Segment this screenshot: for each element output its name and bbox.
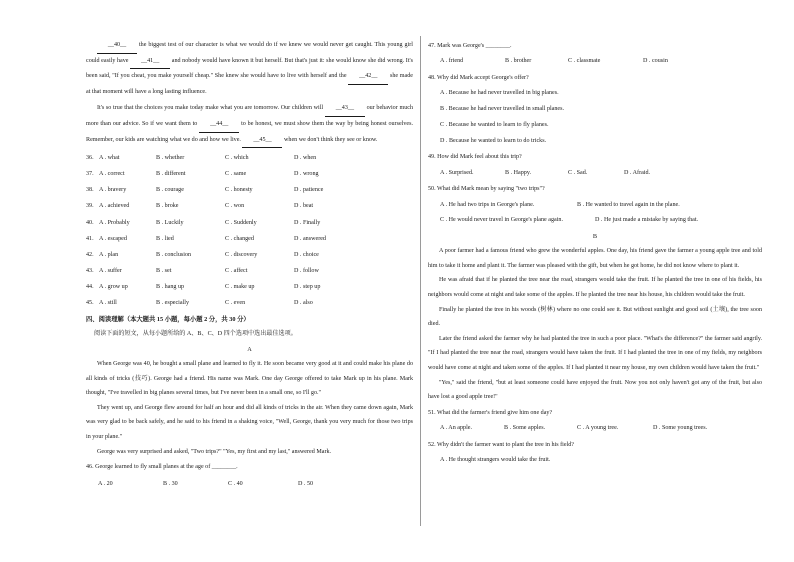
para-text: the biggest test of our character is what we would do if we knew we would never get caught. This young girl could easily have <box>86 42 413 64</box>
option-d[interactable]: D . Finally <box>294 219 321 226</box>
option-a[interactable]: A . Because he had never travelled in big planes. <box>440 90 559 97</box>
option-c[interactable]: C . discovery <box>225 251 258 258</box>
option-c[interactable]: C . Because he wanted to learn to fly planes. <box>440 121 549 128</box>
question-number: 41. <box>86 235 94 242</box>
option-row-37 <box>86 166 413 182</box>
option-c[interactable]: C . which <box>225 155 249 162</box>
question-number: 45. <box>86 300 94 307</box>
option-b[interactable]: B . Because he had never travelled in small planes. <box>440 106 565 112</box>
question-number: 44. <box>86 283 94 290</box>
blank-41: __41__ <box>130 54 170 70</box>
option-a[interactable]: A . Surprised. <box>440 169 474 176</box>
para-text: when we don't think they see or know. <box>282 136 378 143</box>
option-row-45 <box>86 295 413 311</box>
right-column <box>428 38 762 469</box>
option-b[interactable]: B . whether <box>156 155 185 162</box>
option-b[interactable]: B . especially <box>156 300 189 307</box>
question-49: 49. How did Mark feel about this trip? <box>428 154 522 161</box>
blank-43: __43__ <box>325 101 365 117</box>
option-a[interactable]: A . bravery <box>99 187 127 194</box>
option-d[interactable]: D . step up <box>294 283 321 290</box>
option-c[interactable]: C . Suddenly <box>225 219 257 226</box>
option-b[interactable]: B . Happy. <box>505 169 532 176</box>
option-b[interactable]: B . set <box>156 267 172 274</box>
section-title: 四、阅读理解（本大题共 15 小题，每小题 2 分，共 30 分） <box>86 316 250 324</box>
option-d[interactable]: D . Because he wanted to learn to do tricks. <box>440 137 547 144</box>
q47-options <box>428 54 762 70</box>
option-a[interactable]: A . He thought strangers would take the fruit. <box>440 456 551 463</box>
option-a[interactable]: A . escaped <box>99 235 127 242</box>
option-c[interactable]: C . 40 <box>228 480 243 487</box>
question-number: 39. <box>86 203 94 210</box>
option-a[interactable]: A . friend <box>440 58 464 65</box>
question-number: 38. <box>86 187 94 194</box>
question-51: 51. What did the farmer's friend give him one day? <box>428 409 553 416</box>
option-d[interactable]: D . cousin <box>643 58 668 65</box>
option-row-44 <box>86 279 413 295</box>
option-b[interactable]: B . Some apples. <box>504 424 546 431</box>
option-b[interactable]: B . He wanted to travel again in the plane. <box>577 201 680 208</box>
option-d[interactable]: D . He just made a mistake by saying that. <box>595 217 699 224</box>
option-d[interactable]: D . follow <box>294 267 319 274</box>
question-number: 42. <box>86 251 94 258</box>
option-a[interactable]: A . suffer <box>99 267 122 274</box>
passage-a-para-1: When George was 40, he bought a small plane and learned to fly it. He soon became very good at it and could make his plane do all kinds of tricks (技巧). George had a friend. His name was Mark. One day George offered to take Mark up in his plane. Mark thought, "I've travelled in big planes several times, but I've never been in a small one, so I'll go." <box>86 361 413 397</box>
cloze-paragraph-2 <box>86 101 413 148</box>
question-number: 37. <box>86 171 94 178</box>
blank-40: __40__ <box>97 38 137 54</box>
question-48: 48. Why did Mark accept George's offer? <box>428 75 529 81</box>
passage-a-label: A <box>247 346 252 354</box>
option-b[interactable]: B . lied <box>156 235 174 242</box>
option-row-41 <box>86 231 413 247</box>
passage-a-para-2: They went up, and George flew around for half an hour and did all kinds of tricks in the air. When they came down again, Mark was very glad to be back safely, and he said to his friend in a shaking voice, "Well, George, thank you very much for those two trips in your plane." <box>86 404 413 441</box>
question-52: 52. Why didn't the farmer want to plant the tree in his field? <box>428 441 575 448</box>
option-c[interactable]: C . even <box>225 300 246 307</box>
passage-b-para-1: A poor farmer had a famous friend who grew the wonderful apples. One day, his friend gave the farmer a young apple tree and told him to take it home and plant it. The farmer was pleased with the gift, but when he got home, he did not know where to plant it. <box>428 248 762 269</box>
passage-b-para-3: Finally he planted the tree in his woods (树林) where no one could see it. But without sunlight and good soil (土壤), the tree soon died. <box>428 306 762 328</box>
q50-options-row-1 <box>428 198 762 214</box>
option-c[interactable]: C . Sad. <box>568 169 588 176</box>
option-a[interactable]: A . An apple. <box>440 424 472 431</box>
option-a[interactable]: A . grow up <box>99 283 128 290</box>
option-d[interactable]: D . patience <box>294 187 324 194</box>
option-d[interactable]: D . 50 <box>298 480 314 487</box>
option-row-40 <box>86 215 413 231</box>
option-row-43 <box>86 263 413 279</box>
option-a[interactable]: A . He had two trips in George's plane. <box>440 201 535 208</box>
blank-42: __42__ <box>348 69 388 85</box>
option-b[interactable]: B . courage <box>156 187 184 194</box>
option-b[interactable]: B . Luckily <box>156 219 184 226</box>
q50-options-row-2 <box>428 213 762 229</box>
option-d[interactable]: D . beat <box>294 203 314 210</box>
question-number: 43. <box>86 267 94 274</box>
q46-options <box>86 475 413 491</box>
left-column <box>86 38 413 492</box>
passage-b-para-2: He was afraid that if he planted the tree near the road, strangers would take the fruit. If he planted the tree in one of his fields, his neighbors would come at night and take some of the apples. If he planted the tree near his house, his children would take the fruit. <box>428 277 762 298</box>
option-c[interactable]: C . changed <box>225 235 254 242</box>
para-text: our behavior much more than our advice. So if we want them to <box>86 105 413 127</box>
passage-b-para-4: Later the friend asked the farmer why he had planted the tree in such a poor place. "What's the difference?" the farmer said angrily. "If I had planted the tree near the road, strangers would have taken the fruit. If I had planted the tree in one of my fields, my neighbors would have come at night and taken some of the apples. If I had planted it near my house, my own children would have taken the fruit." <box>428 335 762 371</box>
option-c[interactable]: C . A young tree. <box>577 424 619 431</box>
option-row-36 <box>86 150 413 166</box>
blank-44: __44__ <box>199 117 239 133</box>
question-46: 46. George learned to fly small planes at the age of ________. <box>86 464 238 471</box>
option-b[interactable]: B . hang up <box>156 283 185 290</box>
option-b[interactable]: B . 30 <box>163 480 178 487</box>
option-a[interactable]: A . achieved <box>99 203 130 210</box>
option-c[interactable]: C . won <box>225 203 245 210</box>
option-c[interactable]: C . classmate <box>568 58 601 65</box>
para-text: It's so true that the choices you make today make what you are tomorrow. Our children will <box>97 105 325 112</box>
option-d[interactable]: D . answered <box>294 235 326 242</box>
question-50: 50. What did Mark mean by saying "two trips"? <box>428 186 545 193</box>
option-a[interactable]: A . correct <box>99 171 125 178</box>
option-a[interactable]: A . still <box>99 300 117 307</box>
option-a[interactable]: A . Probably <box>99 219 130 226</box>
blank-45: __45__ <box>242 133 282 149</box>
option-c[interactable]: C . same <box>225 171 247 178</box>
option-a[interactable]: A . plan <box>99 251 119 258</box>
option-row-39 <box>86 198 413 214</box>
question-number: 40. <box>86 219 94 226</box>
option-row-38 <box>86 182 413 198</box>
passage-a-para-3: George was very surprised and asked, "Two trips?" "Yes, my first and my last," answered Mark. <box>97 448 332 455</box>
option-b[interactable]: B . broke <box>156 203 179 210</box>
q51-options <box>428 421 762 437</box>
option-d[interactable]: D . wrong <box>294 171 319 178</box>
option-c[interactable]: C . honesty <box>225 187 253 194</box>
q49-options <box>428 166 762 182</box>
option-d[interactable]: D . also <box>294 300 313 307</box>
question-47: 47. Mark was George's ________. <box>428 43 512 49</box>
option-row-42 <box>86 247 413 263</box>
passage-b-para-5: "Yes," said the friend, "but at least someone could have enjoyed the fruit. Now you not only haven't got any of the fruit, but also have lost a good apple tree!" <box>428 379 762 401</box>
option-d[interactable]: D . choice <box>294 251 319 258</box>
column-divider <box>420 36 421 526</box>
option-a[interactable]: A . 20 <box>98 480 113 487</box>
cloze-options <box>86 150 413 311</box>
question-number: 36. <box>86 155 94 162</box>
option-d[interactable]: D . Some young trees. <box>653 424 708 431</box>
option-c[interactable]: C . make up <box>225 283 255 290</box>
option-b[interactable]: B . conclusion <box>156 251 192 258</box>
option-b[interactable]: B . different <box>156 171 186 178</box>
passage-b-label: B <box>592 233 598 241</box>
option-c[interactable]: C . He would never travel in George's plane again. <box>440 217 563 224</box>
para-text: and nobody would have known it but herself. But that's just it: she would know she did wrong. It's been said, "If you cheat, you make yourself cheap." She knew she would have to live with herself and the <box>86 57 414 80</box>
para-text: to be honest, we must show them the way by being honest ourselves. Remember, our kids are watching what we do and how we live. <box>86 120 413 143</box>
instruction: 阅读下面的短文，从每小题所给的 A、B、C、D 四个选项中选出最佳选项。 <box>94 331 297 338</box>
option-d[interactable]: D . when <box>294 155 317 162</box>
option-d[interactable]: D . Afraid. <box>624 169 651 176</box>
para-text: she made at that moment will have a long lasting influence. <box>86 73 413 95</box>
option-b[interactable]: B . brother <box>505 58 532 65</box>
option-c[interactable]: C . affect <box>225 267 248 274</box>
cloze-paragraph-1 <box>86 38 413 99</box>
option-a[interactable]: A . what <box>99 155 120 162</box>
